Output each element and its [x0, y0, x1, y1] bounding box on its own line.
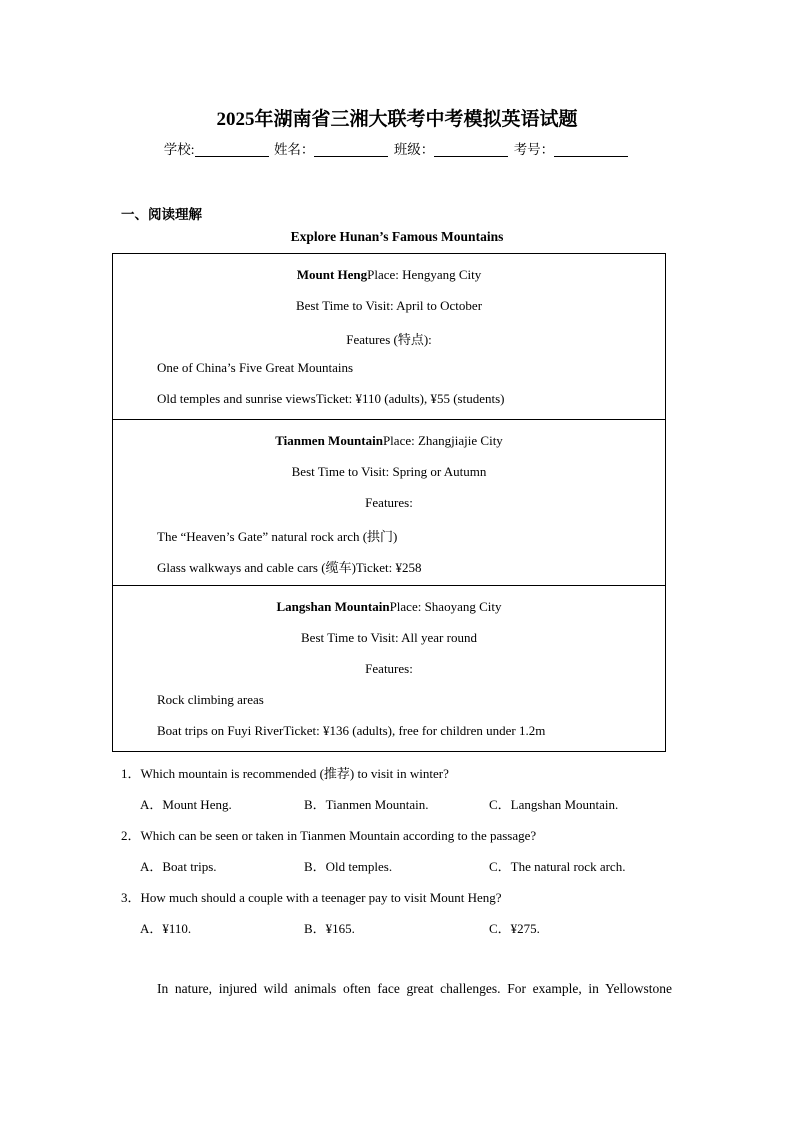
option-3b[interactable]: B．¥165. — [304, 921, 355, 936]
next-passage-text: In nature, injured wild animals often face great challenges. For example, in Yellowstone — [157, 981, 672, 996]
feature-item: The “Heaven’s Gate” natural rock arch (拱门) — [157, 529, 398, 544]
mountain-name: Mount Heng — [296, 267, 368, 282]
question-3 — [121, 887, 502, 906]
best-time: Best Time to Visit: All year round — [301, 630, 477, 645]
feature-item: Boat trips on Fuyi River — [157, 723, 284, 738]
option-1b[interactable]: B．Tianmen Mountain. — [304, 797, 429, 812]
question-number: 1． — [121, 766, 141, 781]
features-label: Features: — [365, 495, 413, 510]
features-label: Features (特点): — [346, 332, 432, 347]
question-number: 3． — [121, 890, 141, 905]
mountain-name: Langshan Mountain — [276, 599, 390, 614]
ticket-price: Ticket: ¥110 (adults), ¥55 (students) — [315, 391, 505, 406]
option-2b[interactable]: B．Old temples. — [304, 859, 393, 874]
question-number: 2． — [121, 828, 141, 843]
school-label: 学校: — [163, 142, 195, 157]
mountain-place: Place: Shaoyang City — [389, 599, 502, 614]
mountain-heading — [113, 267, 665, 283]
mountain-heading — [113, 599, 665, 615]
class-label: 班级： — [393, 142, 435, 157]
question-2 — [121, 825, 536, 844]
question-1 — [121, 763, 449, 782]
table-row — [113, 420, 666, 586]
exam-number-blank[interactable] — [554, 142, 628, 157]
mountain-place: Place: Hengyang City — [367, 267, 482, 282]
mountains-table — [112, 253, 666, 752]
question-text: How much should a couple with a teenager pay to visit Mount Heng? — [140, 890, 502, 905]
mountain-cell-langshan — [113, 586, 666, 752]
option-1a[interactable]: A．Mount Heng. — [140, 797, 232, 812]
mountain-cell-tianmen — [113, 420, 666, 586]
option-1c[interactable]: C．Langshan Mountain. — [489, 797, 619, 812]
ticket-price: Ticket: ¥258 — [355, 560, 422, 575]
passage-title: Explore Hunan’s Famous Mountains — [290, 229, 504, 244]
ticket-price: Ticket: ¥136 (adults), free for children under 1.2m — [283, 723, 546, 738]
table-row — [113, 586, 666, 752]
option-2a[interactable]: A．Boat trips. — [140, 859, 217, 874]
school-blank[interactable] — [195, 142, 269, 157]
best-time: Best Time to Visit: April to October — [295, 298, 483, 313]
mountain-place: Place: Zhangjiajie City — [382, 433, 503, 448]
features-label: Features: — [365, 661, 413, 676]
table-row — [113, 254, 666, 420]
feature-ticket-line — [157, 391, 504, 407]
feature-item: Rock climbing areas — [157, 692, 264, 707]
feature-item: Glass walkways and cable cars (缆车) — [157, 560, 356, 575]
option-2c[interactable]: C．The natural rock arch. — [489, 859, 626, 874]
exam-number-label: 考号： — [513, 142, 555, 157]
mountain-cell-heng — [113, 254, 666, 420]
mountain-heading — [113, 433, 665, 449]
option-3c[interactable]: C．¥275. — [489, 921, 540, 936]
name-blank[interactable] — [314, 142, 388, 157]
option-3a[interactable]: A．¥110. — [140, 921, 192, 936]
question-text: Which can be seen or taken in Tianmen Mountain according to the passage? — [140, 828, 537, 843]
feature-item: One of China’s Five Great Mountains — [157, 360, 354, 375]
class-blank[interactable] — [434, 142, 508, 157]
feature-item: Old temples and sunrise views — [157, 391, 316, 406]
mountain-name: Tianmen Mountain — [275, 433, 383, 448]
name-label: 姓名： — [273, 142, 315, 157]
best-time: Best Time to Visit: Spring or Autumn — [291, 464, 487, 479]
feature-ticket-line — [157, 557, 422, 576]
exam-title: 2025年湖南省三湘大联考中考模拟英语试题 — [216, 109, 578, 130]
student-info-line — [0, 138, 794, 158]
feature-ticket-line — [157, 723, 545, 739]
question-text: Which mountain is recommended (推荐) to visit in winter? — [140, 766, 449, 781]
section-heading: 一、阅读理解 — [121, 207, 202, 222]
